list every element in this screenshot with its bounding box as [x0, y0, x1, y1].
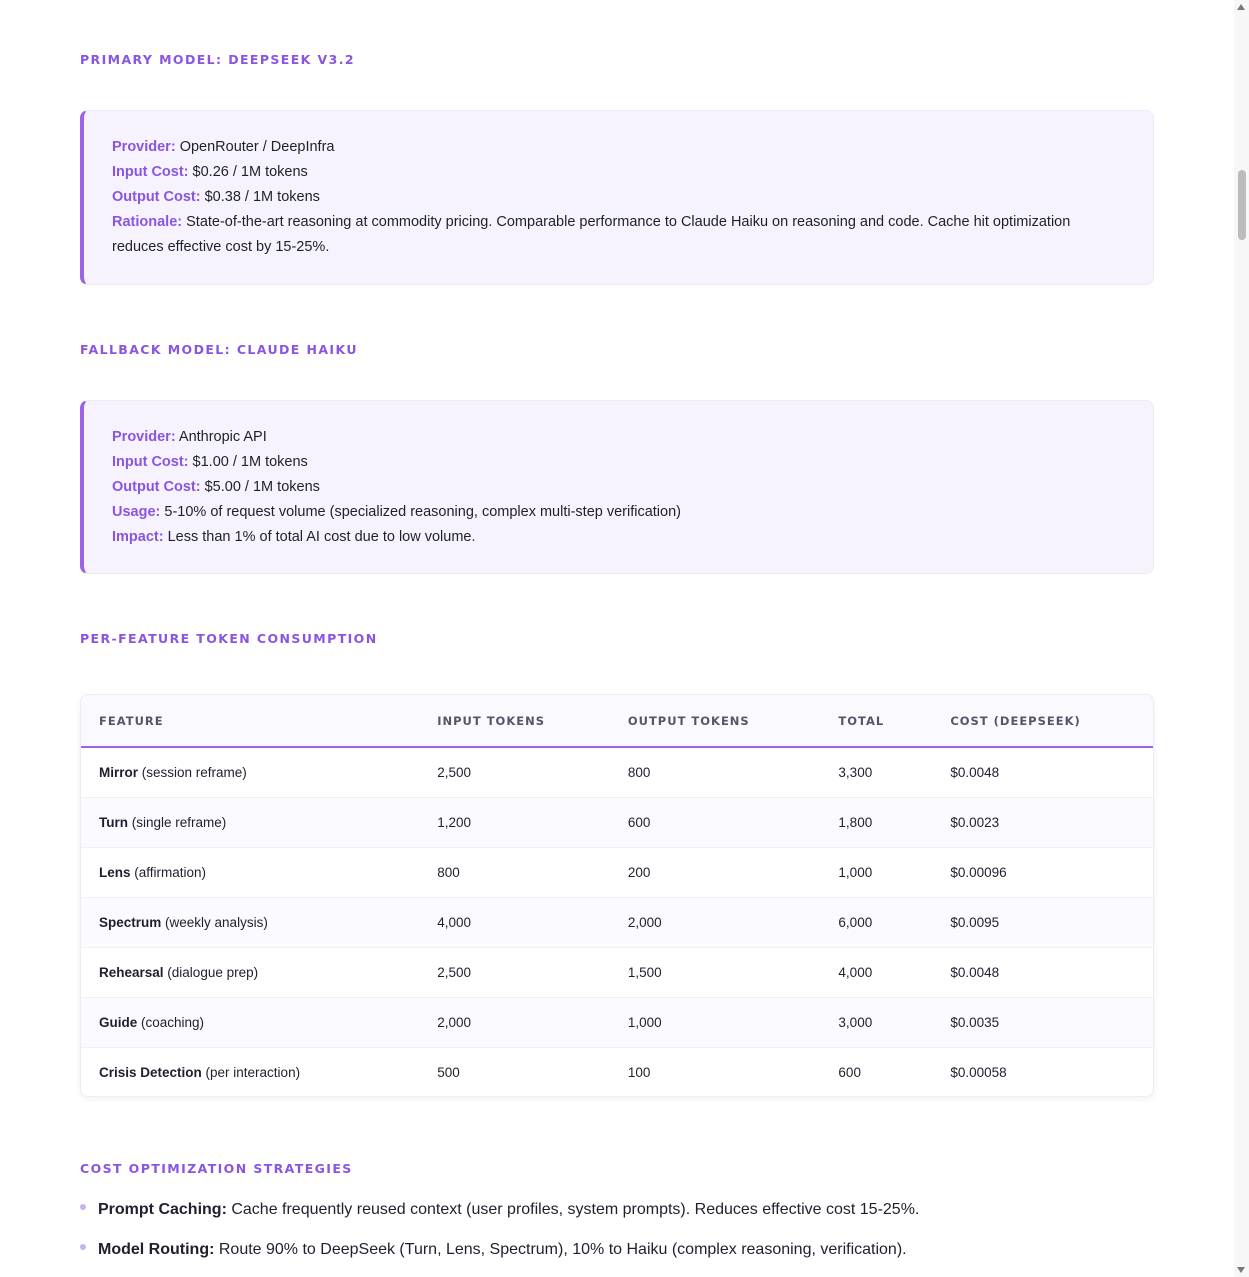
fallback-provider-line: Provider: Anthropic API: [112, 429, 267, 445]
feature-cell: Mirror (session reframe): [81, 747, 419, 797]
feature-cell: Crisis Detection (per interaction): [99, 1064, 301, 1080]
list-item: Prompt Caching: Cache frequently reused context (user profiles, system prompts). Reduces effective cost 15-25%.: [80, 1196, 1154, 1224]
feature-cell: Rehearsal (dialogue prep): [81, 947, 419, 997]
input-tokens-cell: 800: [419, 847, 610, 897]
primary-output-cost-line: Output Cost: $0.38 / 1M tokens: [112, 189, 320, 205]
column-header-total: TOTAL: [820, 695, 932, 747]
column-header-cost: COST (DEEPSEEK): [932, 695, 1153, 747]
total-cell: 3,300: [820, 747, 932, 797]
feature-cell: Guide (coaching): [81, 997, 419, 1047]
total-cell: 600: [838, 1064, 861, 1080]
primary-model-callout: [80, 110, 1154, 285]
input-tokens-cell: 2,000: [419, 997, 610, 1047]
cost-cell: $0.0023: [932, 797, 1153, 847]
list-item: Model Routing: Route 90% to DeepSeek (Turn, Lens, Spectrum), 10% to Haiku (complex reasoning, verification).: [80, 1236, 1154, 1264]
fallback-output-cost-line: Output Cost: $5.00 / 1M tokens: [112, 479, 320, 495]
feature-cell: Lens (affirmation): [81, 847, 419, 897]
token-consumption-heading: PER-FEATURE TOKEN CONSUMPTION: [80, 631, 378, 646]
token-consumption-table: [80, 694, 1154, 1097]
table-row: [81, 947, 1153, 997]
strategies-list: [80, 1196, 1154, 1276]
bullet-icon: [80, 1244, 86, 1250]
table-row: [81, 997, 1153, 1047]
table-row: [81, 1047, 1153, 1097]
output-tokens-cell: 100: [627, 1064, 651, 1080]
output-tokens-cell: 600: [610, 797, 821, 847]
fallback-input-cost-line: Input Cost: $1.00 / 1M tokens: [112, 454, 308, 470]
primary-input-cost-line: Input Cost: $0.26 / 1M tokens: [112, 164, 308, 180]
bullet-icon: [80, 1204, 86, 1210]
fallback-impact-line: Impact: Less than 1% of total AI cost due to low volume.: [112, 529, 476, 545]
feature-cell: Turn (single reframe): [81, 797, 419, 847]
table-row: [81, 897, 1153, 947]
table-row: [81, 847, 1153, 897]
input-tokens-cell: 1,200: [419, 797, 610, 847]
table-row: [81, 797, 1153, 847]
input-tokens-cell: 2,500: [419, 947, 610, 997]
column-header-feature: FEATURE: [81, 695, 419, 747]
primary-provider-line: Provider: OpenRouter / DeepInfra: [112, 139, 335, 155]
total-cell: 3,000: [820, 997, 932, 1047]
cost-cell: $0.00096: [932, 847, 1153, 897]
cost-strategies-heading: COST OPTIMIZATION STRATEGIES: [80, 1161, 353, 1176]
fallback-model-callout: [80, 400, 1154, 574]
scroll-down-arrow-icon[interactable]: [1237, 1267, 1245, 1273]
input-tokens-cell: 4,000: [419, 897, 610, 947]
cost-cell: $0.0095: [932, 897, 1153, 947]
table-header-row: [81, 695, 1153, 747]
input-tokens-cell: 2,500: [419, 747, 610, 797]
table-row: [81, 747, 1153, 797]
vertical-scrollbar[interactable]: [1234, 0, 1249, 1277]
output-tokens-cell: 200: [610, 847, 821, 897]
output-tokens-cell: 2,000: [610, 897, 821, 947]
cost-cell: $0.0035: [932, 997, 1153, 1047]
feature-cell: Spectrum (weekly analysis): [81, 897, 419, 947]
column-header-input-tokens: INPUT TOKENS: [419, 695, 610, 747]
cost-cell: $0.00058: [950, 1064, 1007, 1080]
column-header-output-tokens: OUTPUT TOKENS: [610, 695, 821, 747]
scroll-up-arrow-icon[interactable]: [1237, 4, 1245, 10]
input-tokens-cell: 500: [437, 1064, 460, 1080]
fallback-model-heading: FALLBACK MODEL: CLAUDE HAIKU: [80, 342, 358, 357]
fallback-usage-line: Usage: 5-10% of request volume (specialized reasoning, complex multi-step verification): [112, 504, 681, 520]
total-cell: 6,000: [820, 897, 932, 947]
scrollbar-thumb[interactable]: [1238, 170, 1246, 240]
output-tokens-cell: 1,500: [610, 947, 821, 997]
cost-cell: $0.0048: [932, 947, 1153, 997]
primary-model-heading: PRIMARY MODEL: DEEPSEEK V3.2: [80, 52, 355, 67]
total-cell: 1,800: [820, 797, 932, 847]
total-cell: 4,000: [820, 947, 932, 997]
output-tokens-cell: 1,000: [610, 997, 821, 1047]
primary-rationale-line: Rationale: State-of-the-art reasoning at commodity pricing. Comparable performance to Claude Haiku on reasoning and code. Cache hit optimization reduces effective cost by 15-25%.: [112, 214, 1071, 255]
output-tokens-cell: 800: [610, 747, 821, 797]
cost-cell: $0.0048: [932, 747, 1153, 797]
total-cell: 1,000: [820, 847, 932, 897]
